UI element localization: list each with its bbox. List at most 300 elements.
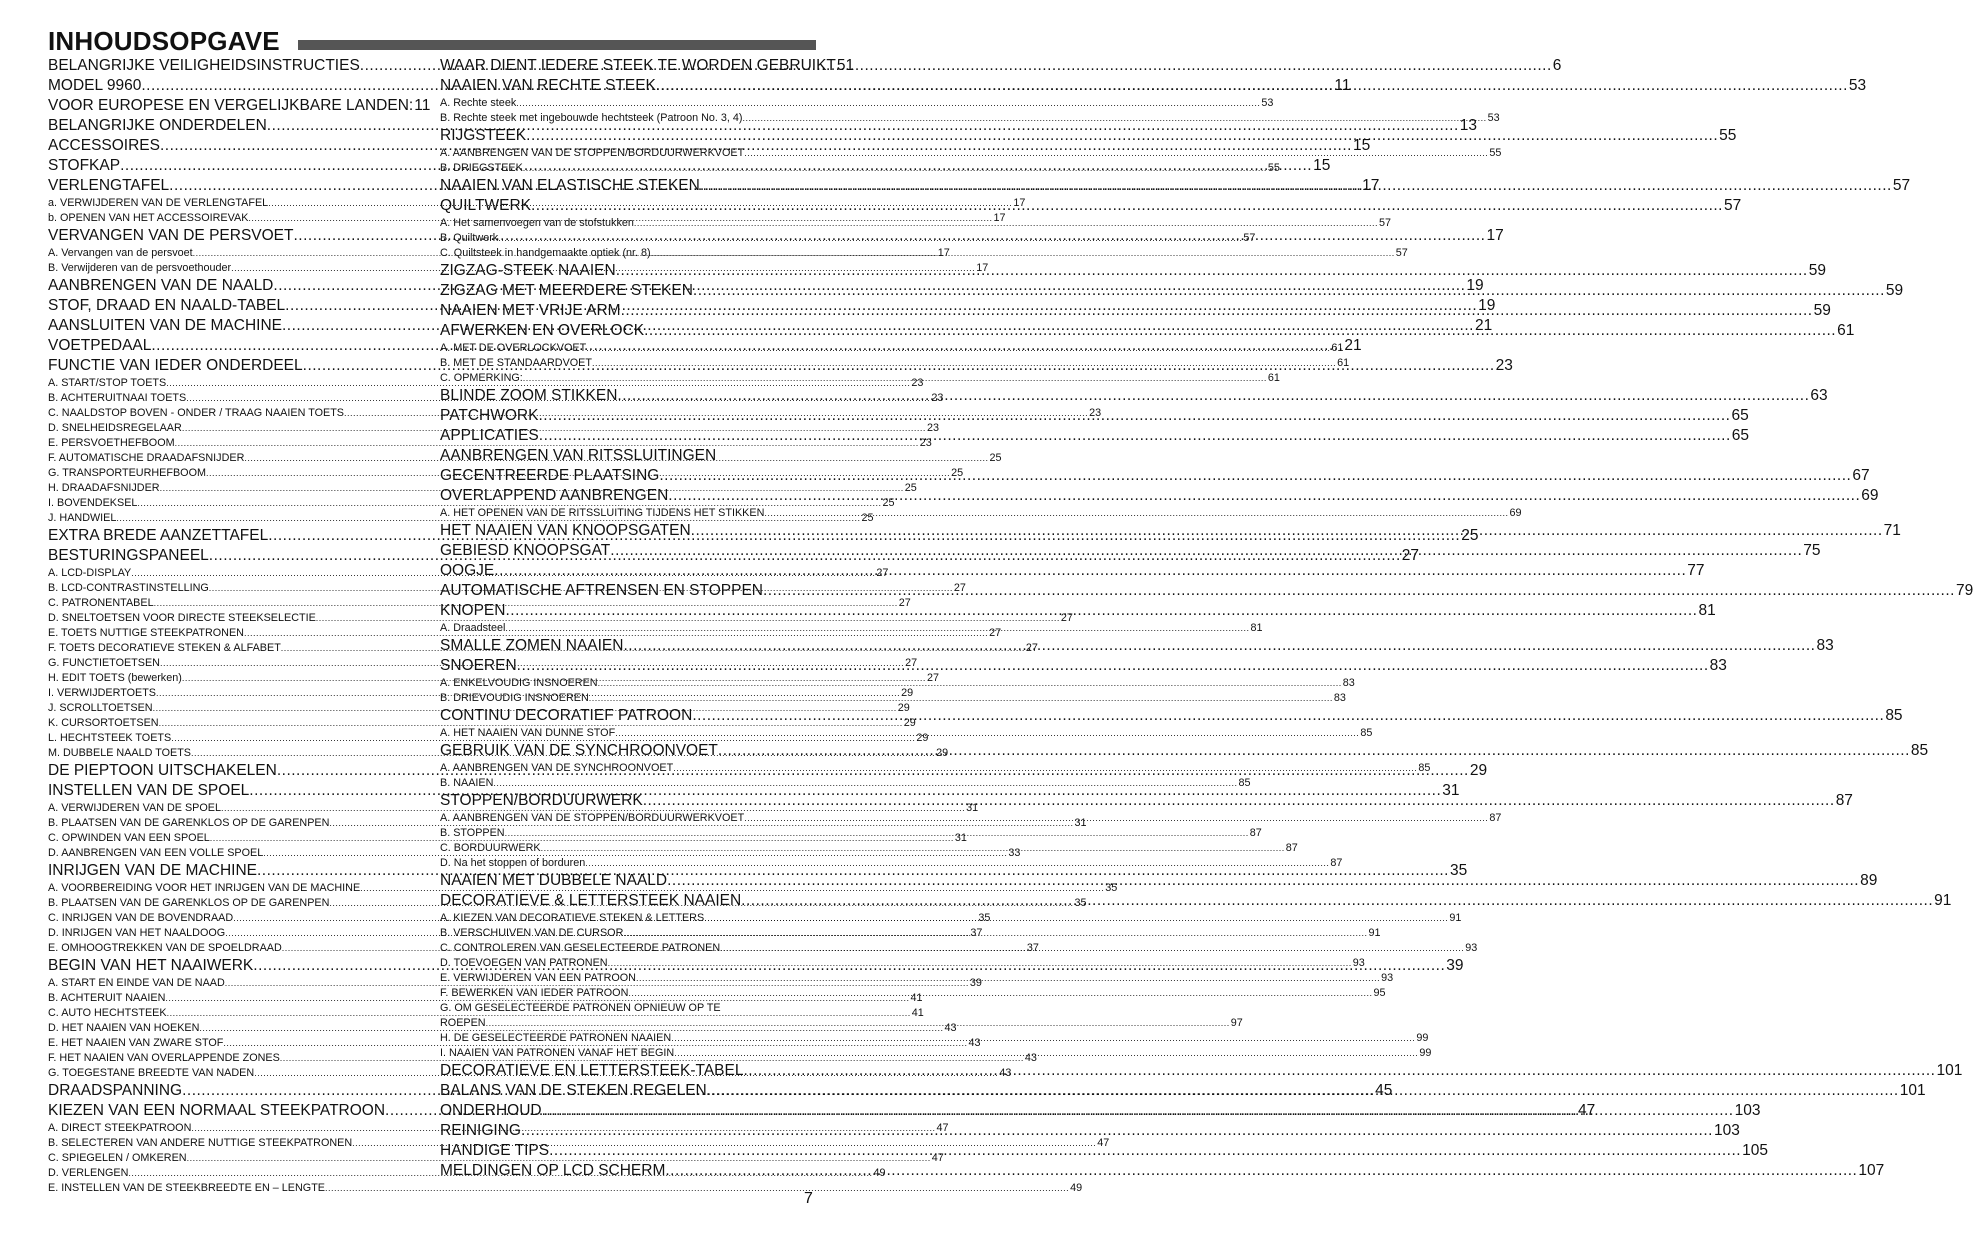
dot-leader xyxy=(498,231,1242,246)
toc-entry-page: 27 xyxy=(1401,547,1420,564)
toc-entry-title: ROEPEN xyxy=(440,1017,486,1029)
toc-entry-page: 29 xyxy=(936,747,949,759)
toc-entry-title: A. ENKELVOUDIG INSNOEREN xyxy=(440,677,598,689)
toc-entry-page: 101 xyxy=(1899,1082,1926,1099)
dot-leader xyxy=(494,561,1686,581)
toc-entry-page: 51 xyxy=(836,57,855,74)
toc-entry-title: AUTOMATISCHE AFTRENSEN EN STOPPEN xyxy=(440,582,763,599)
toc-subentry[interactable] xyxy=(440,761,1431,776)
toc-entry-title: a. VERWIJDEREN VAN DE VERLENGTAFEL xyxy=(48,197,269,209)
toc-entry-title: A. Vervangen van de persvoet xyxy=(48,247,193,259)
dot-leader xyxy=(505,826,1249,841)
toc-entry-page: 29 xyxy=(1469,762,1488,779)
toc-entry-page: 29 xyxy=(901,687,914,699)
toc-entry-title: B. MET DE STANDAARDVOET xyxy=(440,357,592,369)
toc-entry-title: A. Het samenvoegen van de stofstukken xyxy=(440,217,634,229)
toc-entry-title: PATCHWORK xyxy=(440,407,539,424)
toc-entry-title: A. MET DE OVERLOCKVOET xyxy=(440,342,587,354)
dot-leader xyxy=(720,941,1464,956)
toc-entry-title: INRIJGEN VAN DE MACHINE xyxy=(48,862,257,879)
dot-leader xyxy=(718,741,1910,761)
toc-entry-page: 25 xyxy=(861,512,874,524)
dot-leader xyxy=(538,406,1730,426)
toc-entry-title: AFWERKEN EN OVERLOCK xyxy=(440,322,645,339)
dot-leader xyxy=(493,776,1237,791)
toc-entry-title: C. PATRONENTABEL xyxy=(48,597,154,609)
toc-entry-title: WAAR DIENT IEDERE STEEK TE WORDEN GEBRUIKT xyxy=(440,57,836,74)
dot-leader xyxy=(616,261,1808,281)
toc-entry-title: ZIGZAG MET MEERDERE STEKEN xyxy=(440,282,693,299)
toc-subentry[interactable] xyxy=(440,1001,815,1016)
toc-entry-page: 91 xyxy=(1934,892,1952,909)
toc-entry-title: C. OPWINDEN VAN EEN SPOEL xyxy=(48,832,210,844)
toc-entry-title: A. START/STOP TOETS xyxy=(48,377,167,389)
toc-subentry[interactable] xyxy=(48,1181,1083,1196)
dot-leader xyxy=(636,971,1380,986)
toc-entry-page: 35 xyxy=(1450,862,1468,879)
toc-entry-page: 31 xyxy=(966,802,979,814)
toc-entry-page: 69 xyxy=(1861,487,1879,504)
toc-entry-title: MELDINGEN OP LCD SCHERM xyxy=(440,1162,666,1179)
toc-entry-title: DECORATIEVE EN LETTERSTEEK-TABEL xyxy=(440,1062,744,1079)
toc-entry-title: G. TRANSPORTEURHEFBOOM xyxy=(48,467,206,479)
toc-entry-page: 75 xyxy=(1803,542,1821,559)
dot-leader xyxy=(615,726,1359,741)
toc-entry-title: AANBRENGEN VAN DE NAALD xyxy=(48,277,274,294)
toc-entry-title: B. NAAIEN xyxy=(440,777,494,789)
dot-leader xyxy=(598,676,1342,691)
toc-entry-page: 61 xyxy=(1267,372,1280,384)
toc-subentry[interactable] xyxy=(440,776,1251,791)
toc-entry-page: 27 xyxy=(1025,642,1038,654)
toc-entry-page: 43 xyxy=(1024,1052,1037,1064)
toc-entry-title: E. VERWIJDEREN VAN EEN PATROON xyxy=(440,972,636,984)
dot-leader xyxy=(741,891,1933,911)
toc-entry-title: NAAIEN MET VRIJE ARM xyxy=(440,302,621,319)
dot-leader xyxy=(673,761,1417,776)
toc-entry-page: 71 xyxy=(1883,522,1901,539)
toc-entry-title: H. DRAADAFSNIJDER xyxy=(48,482,160,494)
toc-entry-page: 53 xyxy=(1261,97,1274,109)
toc-entry-title: B. ACHTERUIT NAAIEN xyxy=(48,992,166,1004)
toc-entry-title: A. DIRECT STEEKPATROON xyxy=(48,1122,192,1134)
toc-entry-page: 49 xyxy=(1070,1182,1083,1194)
toc-entry-title: GEBIESD KNOOPSGAT xyxy=(440,542,611,559)
dot-leader xyxy=(621,301,1813,321)
dot-leader xyxy=(523,161,1267,176)
toc-entry-page: 81 xyxy=(1250,622,1263,634)
toc-subentry[interactable] xyxy=(48,801,979,816)
dot-leader xyxy=(623,926,1367,941)
dot-leader xyxy=(523,371,1267,386)
toc-entry-page: 57 xyxy=(1724,197,1742,214)
toc-entry-page: 13 xyxy=(1459,117,1478,134)
toc-entry-page: 53 xyxy=(1848,77,1867,94)
dot-leader xyxy=(644,321,1836,341)
dot-leader xyxy=(707,1081,1899,1101)
toc-entry-page: 31 xyxy=(1442,782,1460,799)
toc-entry-page: 43 xyxy=(999,1067,1012,1079)
toc-entry-page: 29 xyxy=(897,702,910,714)
toc-entry-title: AANBRENGEN VAN RITSSLUITINGEN xyxy=(440,447,717,464)
toc-entry-page: 57 xyxy=(1395,247,1408,259)
toc-entry-page: 39 xyxy=(969,977,982,989)
toc-entry-page: 15 xyxy=(1352,137,1371,154)
toc-entry-page: 31 xyxy=(954,832,967,844)
toc-entry-page: 39 xyxy=(1446,957,1464,974)
toc-entry-title: BEGIN VAN HET NAAIWERK xyxy=(48,957,254,974)
toc-subentry[interactable] xyxy=(48,881,1118,896)
toc-entry-page: 17 xyxy=(1486,227,1504,244)
toc-entry-title: MODEL 9960 xyxy=(48,77,142,94)
toc-subentry[interactable] xyxy=(48,496,895,511)
toc-entry-title: A. AANBRENGEN VAN DE SYNCHROONVOET xyxy=(440,762,674,774)
toc-entry-title: B. PLAATSEN VAN DE GARENKLOS OP DE GARENPEN xyxy=(48,897,330,909)
toc-entry-title: STOFKAP xyxy=(48,157,121,174)
toc-entry-page: 67 xyxy=(1852,467,1870,484)
toc-entry-title: BELANGRIJKE VEILIGHEIDSINSTRUCTIES xyxy=(48,57,360,74)
toc-entry-title: C. NAALDSTOP BOVEN - ONDER / TRAAG NAAIEN TOETS xyxy=(48,407,344,419)
toc-entry-page: 55 xyxy=(1719,127,1737,144)
toc-entry-page: 83 xyxy=(1342,677,1355,689)
toc-entry-page: 29 xyxy=(903,717,916,729)
toc-entry-title: HET NAAIEN VAN KNOOPSGATEN xyxy=(440,522,691,539)
toc-entry-title: A. AANBRENGEN VAN DE STOPPEN/BORDUURWERKVOET xyxy=(440,812,745,824)
dot-leader xyxy=(691,521,1883,541)
dot-leader xyxy=(589,691,1333,706)
dot-leader xyxy=(704,911,1448,926)
dot-leader xyxy=(549,1141,1741,1161)
toc-subentry[interactable] xyxy=(440,856,1343,871)
dot-leader xyxy=(693,281,1885,301)
toc-entry-title: C. BORDUURWERK xyxy=(440,842,541,854)
toc-entry-title: C. SPIEGELEN / OMKEREN xyxy=(48,1152,187,1164)
toc-entry-title: DECORATIEVE & LETTERSTEEK NAAIEN xyxy=(440,892,742,909)
toc-entry-title: C. AUTO HECHTSTEEK xyxy=(48,1007,167,1019)
toc-entry-page: 17 xyxy=(937,247,950,259)
toc-entry-page: 6 xyxy=(1552,57,1562,74)
dot-leader xyxy=(668,486,1860,506)
toc-entry-page: 41 xyxy=(910,992,923,1004)
toc-entry-page: 85 xyxy=(1885,707,1903,724)
toc-entry-title: DRAADSPANNING xyxy=(48,1082,183,1099)
toc-entry-page: 35 xyxy=(978,912,991,924)
dot-leader xyxy=(516,96,1260,111)
dot-leader xyxy=(521,1121,1713,1141)
toc-entry-title: GEBRUIK VAN DE SYNCHROONVOET xyxy=(440,742,718,759)
toc-entry-title: B. Quiltwerk xyxy=(440,232,499,244)
toc-entry-page: 87 xyxy=(1489,812,1502,824)
toc-entry-title: B. Rechte steek met ingebouwde hechtsteek (Patroon No. 3, 4) xyxy=(440,112,743,124)
toc-entry-title: VOOR EUROPESE EN VERGELIJKBARE LANDEN: xyxy=(48,97,414,114)
toc-entry-title: C. Quiltsteek in handgemaakte optiek (nr. 8) xyxy=(440,247,651,259)
toc-entry-title: VERLENGTAFEL xyxy=(48,177,170,194)
toc-subentry[interactable] xyxy=(48,1151,944,1166)
toc-entry-title: C. OPMERKING: xyxy=(440,372,523,384)
toc-entry-title: A. Rechte steek xyxy=(440,97,517,109)
toc-entry-title: D. SNELHEIDSREGELAAR xyxy=(48,422,182,434)
toc-entry-page: 23 xyxy=(1089,407,1102,419)
dot-leader xyxy=(659,466,1851,486)
toc-entry-page: 37 xyxy=(1026,942,1039,954)
toc-entry-title: D. VERLENGEN xyxy=(48,1167,129,1179)
toc-entry-title: I. BOVENDEKSEL xyxy=(48,497,138,509)
toc-entry-page: 47 xyxy=(1097,1137,1110,1149)
toc-entry-page: 37 xyxy=(970,927,983,939)
dot-leader xyxy=(643,791,1835,811)
dot-leader xyxy=(764,506,1508,521)
dot-leader xyxy=(623,636,1815,656)
toc-entry-page: 97 xyxy=(1230,1017,1243,1029)
toc-subentry[interactable] xyxy=(440,356,1350,371)
toc-entry-title: AANSLUITEN VAN DE MACHINE xyxy=(48,317,282,334)
toc-entry-page: 49 xyxy=(873,1167,886,1179)
toc-entry-page: 83 xyxy=(1333,692,1346,704)
toc-entry-page: 25 xyxy=(951,467,964,479)
toc-entry-title: A. LCD-DISPLAY xyxy=(48,567,132,579)
toc-entry-title: INSTELLEN VAN DE SPOEL xyxy=(48,782,250,799)
toc-entry-page: 33 xyxy=(1008,847,1021,859)
toc-entry-page: 87 xyxy=(1835,792,1853,809)
toc-entry-page: 59 xyxy=(1808,262,1826,279)
dot-leader xyxy=(541,841,1285,856)
dot-leader xyxy=(325,1181,1069,1196)
toc-entry-page: 55 xyxy=(1267,162,1280,174)
dot-leader xyxy=(628,986,1372,1001)
toc-entry[interactable] xyxy=(440,56,855,76)
toc-entry-title: D. TOEVOEGEN VAN PATRONEN xyxy=(440,957,608,969)
page-number: 7 xyxy=(804,1190,813,1207)
toc-entry-page: 35 xyxy=(1074,897,1087,909)
dot-leader xyxy=(656,76,1848,96)
toc-entry-title: QUILTWERK xyxy=(440,197,531,214)
toc-entry-page: 85 xyxy=(1418,762,1431,774)
toc-entry-title: APPLICATIES xyxy=(440,427,539,444)
toc-entry-page: 99 xyxy=(1419,1047,1432,1059)
toc-entry-title: C. CONTROLEREN VAN GESELECTEERDE PATRONEN xyxy=(440,942,721,954)
toc-entry-title: L. HECHTSTEEK TOETS xyxy=(48,732,172,744)
toc-entry-page: 27 xyxy=(905,657,918,669)
toc-subentry[interactable] xyxy=(440,96,1274,111)
toc-entry[interactable] xyxy=(48,96,431,116)
toc-entry-title: DE PIEPTOON UITSCHAKELEN xyxy=(48,762,277,779)
toc-entry-title: D. HET NAAIEN VAN HOEKEN xyxy=(48,1022,200,1034)
toc-entry-page: 91 xyxy=(1449,912,1462,924)
toc-entry-page: 87 xyxy=(1285,842,1298,854)
toc-entry-title: SMALLE ZOMEN NAAIEN xyxy=(440,637,624,654)
toc-subentry[interactable] xyxy=(48,611,1073,626)
dot-leader xyxy=(517,656,1709,676)
toc-entry-page: 93 xyxy=(1465,942,1478,954)
toc-entry-title: NAAIEN MET DUBBELE NAALD xyxy=(440,872,668,889)
toc-entry-title: F. HET NAAIEN VAN OVERLAPPENDE ZONES xyxy=(48,1052,280,1064)
toc-entry-page: 69 xyxy=(1509,507,1522,519)
toc-entry-page: 65 xyxy=(1731,427,1750,444)
toc-entry-title: E. TOETS NUTTIGE STEEKPATRONEN xyxy=(48,627,244,639)
toc-entry-page: 17 xyxy=(1362,177,1380,194)
dot-leader xyxy=(610,541,1802,561)
toc-entry-title: ONDERHOUD xyxy=(440,1102,542,1119)
dot-leader xyxy=(539,426,1731,446)
toc-entry-page: 79 xyxy=(1955,582,1973,599)
toc-entry-page: 23 xyxy=(919,437,932,449)
toc-entry-page: 61 xyxy=(1837,322,1855,339)
toc-entry-title: E. OMHOOGTREKKEN VAN DE SPOELDRAAD xyxy=(48,942,282,954)
toc-entry-page: 47 xyxy=(936,1122,949,1134)
toc-entry-title: NAAIEN VAN ELASTISCHE STEKEN xyxy=(440,177,700,194)
toc-entry-title: I. NAAIEN VAN PATRONEN VANAF HET BEGIN xyxy=(440,1047,675,1059)
toc-entry-page: 27 xyxy=(926,672,939,684)
toc-entry-page: 87 xyxy=(1249,827,1262,839)
toc-entry-page: 17 xyxy=(976,262,989,274)
toc-entry-page: 47 xyxy=(931,1152,944,1164)
toc-entry-title: KIEZEN VAN EEN NORMAAL STEEKPATROON xyxy=(48,1102,386,1119)
dot-leader xyxy=(608,956,1352,971)
toc-subentry[interactable] xyxy=(440,161,1280,176)
dot-leader xyxy=(742,111,1486,126)
toc-entry-page: 99 xyxy=(1416,1032,1429,1044)
dot-leader xyxy=(505,621,1249,636)
toc-entry-page: 105 xyxy=(1742,1142,1768,1159)
toc-entry-title: CONTINU DECORATIEF PATROON xyxy=(440,707,693,724)
toc-subentry[interactable] xyxy=(440,146,1502,161)
toc-entry-title: NAAIEN VAN RECHTE STEEK xyxy=(440,77,656,94)
toc-subentry[interactable] xyxy=(48,716,916,731)
toc-entry-page: 57 xyxy=(1378,217,1391,229)
dot-leader xyxy=(505,601,1697,621)
toc-entry-page: 21 xyxy=(1474,317,1493,334)
toc-entry-title: BALANS VAN DE STEKEN REGELEN xyxy=(440,1082,707,1099)
toc-entry-title: J. SCROLLTOETSEN xyxy=(48,702,153,714)
toc-entry-page: 29 xyxy=(916,732,929,744)
toc-entry-page: 43 xyxy=(944,1022,957,1034)
toc-entry-title: REINIGING xyxy=(440,1122,521,1139)
toc-entry-page: 85 xyxy=(1910,742,1929,759)
toc-entry-page: 25 xyxy=(882,497,895,509)
toc-subentry[interactable] xyxy=(440,231,1256,246)
dot-leader xyxy=(667,871,1859,891)
toc-entry-title: J. HANDWIEL xyxy=(48,512,117,524)
toc-entry-title: A. AANBRENGEN VAN DE STOPPEN/BORDUURWERKVOET xyxy=(440,147,745,159)
toc-entry-title: B. DRIEVOUDIG INSNOEREN xyxy=(440,692,589,704)
toc-entry-page: 25 xyxy=(904,482,917,494)
toc-entry-page: 15 xyxy=(1313,157,1331,174)
toc-entry-page: 61 xyxy=(1331,342,1344,354)
toc-entry-title: B. DRIEGSTEEK xyxy=(440,162,523,174)
toc-entry-title: A. KIEZEN VAN DECORATIEVE STEKEN & LETTERS xyxy=(440,912,705,924)
toc-entry-page: 59 xyxy=(1885,282,1904,299)
toc-entry-page: 53 xyxy=(1487,112,1500,124)
toc-entry-page: 57 xyxy=(1243,232,1256,244)
toc-entry-page: 27 xyxy=(989,627,1002,639)
toc-entry-title: EXTRA BREDE AANZETTAFEL xyxy=(48,527,269,544)
toc-entry-page: 89 xyxy=(1860,872,1878,889)
dot-leader xyxy=(526,126,1718,146)
toc-subentry[interactable] xyxy=(440,956,1365,971)
toc-entry-page: 83 xyxy=(1709,657,1727,674)
toc-entry-title: I. VERWIJDERTOETS xyxy=(48,687,156,699)
toc-entry-page: 23 xyxy=(926,422,939,434)
toc-entry-title: D. AANBRENGEN VAN EEN VOLLE SPOEL xyxy=(48,847,264,859)
toc-entry-page: 85 xyxy=(1238,777,1251,789)
toc-entry-page: 77 xyxy=(1687,562,1705,579)
toc-entry-title: ZIGZAG-STEEK NAAIEN xyxy=(440,262,616,279)
toc-entry-page: 23 xyxy=(931,392,944,404)
toc-entry-title: RIJGSTEEK xyxy=(440,127,527,144)
toc-entry-title: G. FUNCTIETOETSEN xyxy=(48,657,160,669)
toc-entry-title: B. STOPPEN xyxy=(440,827,505,839)
toc-entry-title: E. INSTELLEN VAN DE STEEKBREEDTE EN – LENGTE xyxy=(48,1182,325,1194)
toc-entry-title: B. Verwijderen van de persvoethouder xyxy=(48,262,232,274)
dot-leader xyxy=(634,216,1378,231)
toc-entry-title: B. VERSCHUIVEN VAN DE CURSOR xyxy=(440,927,624,939)
toc-entry-page: 27 xyxy=(953,582,966,594)
toc-entry-title: A. HET NAAIEN VAN DUNNE STOF xyxy=(440,727,616,739)
toc-entry-page: 87 xyxy=(1330,857,1343,869)
toc-entry-title: VOETPEDAAL xyxy=(48,337,152,354)
toc-entry-title: A. HET OPENEN VAN DE RITSSLUITING TIJDENS HET STIKKEN xyxy=(440,507,765,519)
dot-leader xyxy=(531,196,1723,216)
toc-entry-page: 81 xyxy=(1698,602,1716,619)
toc-subentry[interactable] xyxy=(48,436,932,451)
toc-entry-page: 47 xyxy=(1578,1102,1596,1119)
toc-entry-title: STOF, DRAAD EN NAALD-TABEL xyxy=(48,297,286,314)
toc-entry-title: D. INRIJGEN VAN HET NAALDOOG xyxy=(48,927,226,939)
toc-entry-title: SNOEREN xyxy=(440,657,517,674)
toc-entry-page: 63 xyxy=(1810,387,1828,404)
toc-entry-page: 61 xyxy=(1337,357,1350,369)
toc-entry-page: 45 xyxy=(1375,1082,1393,1099)
toc-entry-page: 85 xyxy=(1360,727,1373,739)
toc-entry-title: A. START EN EINDE VAN DE NAAD xyxy=(48,977,225,989)
toc-entry-title: BESTURINGSPANEEL xyxy=(48,547,209,564)
toc-entry-page: 19 xyxy=(1478,297,1496,314)
page-title: INHOUDSOPGAVE xyxy=(48,26,280,56)
toc-entry-page: 19 xyxy=(1466,277,1484,294)
toc-entry-title: F. BEWERKEN VAN IEDER PATROON xyxy=(440,987,629,999)
toc-entry-title: HANDIGE TIPS xyxy=(440,1142,550,1159)
toc-entry-title: OVERLAPPEND AANBRENGEN xyxy=(440,487,669,504)
dot-leader xyxy=(486,1016,1230,1031)
toc-entry-title: FUNCTIE VAN IEDER ONDERDEEL xyxy=(48,357,303,374)
toc-entry-page: 65 xyxy=(1731,407,1749,424)
toc-entry-title: F. TOETS DECORATIEVE STEKEN & ALFABET xyxy=(48,642,281,654)
toc-entry-page: 27 xyxy=(876,567,889,579)
toc-entry-title: K. CURSORTOETSEN xyxy=(48,717,159,729)
dot-leader xyxy=(692,706,1884,726)
toc-entry-title: BELANGRIJKE ONDERDELEN xyxy=(48,117,267,134)
dot-leader xyxy=(592,356,1336,371)
toc-entry-page: 103 xyxy=(1734,1102,1761,1119)
toc-entry-title: E. HET NAAIEN VAN ZWARE STOF xyxy=(48,1037,224,1049)
toc-entry-page: 27 xyxy=(1060,612,1073,624)
toc-entry-title: ACCESSOIRES xyxy=(48,137,160,154)
toc-entry-page: 21 xyxy=(1344,337,1362,354)
toc-entry-page: 41 xyxy=(911,1007,924,1019)
toc-subentry[interactable] xyxy=(440,341,1344,356)
toc-entry-title: H. DE GESELECTEERDE PATRONEN NAAIEN xyxy=(440,1032,672,1044)
toc-entry-title: STOPPEN/BORDUURWERK xyxy=(440,792,643,809)
dot-leader xyxy=(743,1061,1935,1081)
toc-entry-title: H. EDIT TOETS (bewerken) xyxy=(48,672,182,684)
toc-entry[interactable] xyxy=(440,446,815,466)
toc-entry-title: A. VERWIJDEREN VAN DE SPOEL xyxy=(48,802,221,814)
toc-entry-page: 23 xyxy=(911,377,924,389)
toc-entry-page: 31 xyxy=(1074,817,1087,829)
toc-entry-page: 55 xyxy=(1489,147,1502,159)
toc-entry-page: 27 xyxy=(898,597,911,609)
toc-entry-title: OOGJE xyxy=(440,562,495,579)
